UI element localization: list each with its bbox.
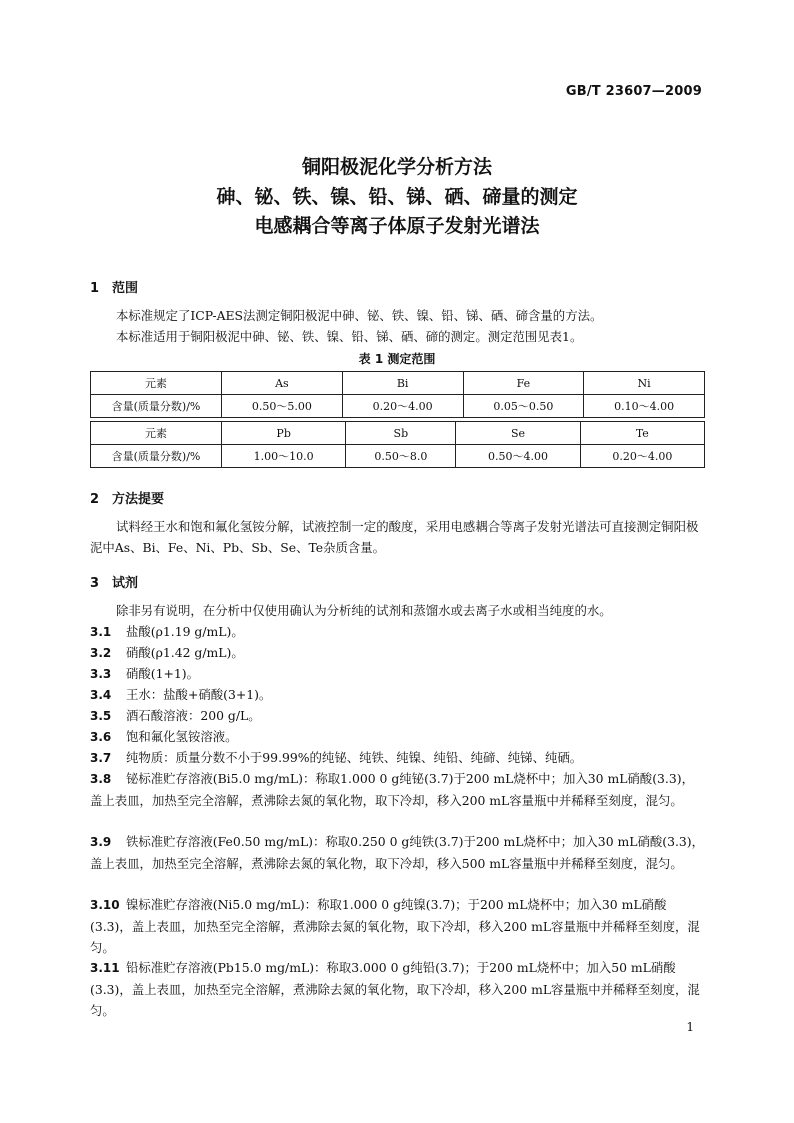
section-1-heading [90, 277, 138, 296]
document-title-line1: 铜阳极泥化学分析方法 [301, 156, 492, 178]
table-cell: Se [456, 422, 580, 445]
range-table-block-1 [90, 371, 705, 418]
table-row [91, 395, 705, 418]
table-cell: Fe [463, 372, 584, 395]
clause-text: 铅标准贮存溶液(Pb15.0 mg/mL)：称取3.000 0 g纯铅(3.7)；于200 mL烧杯中；加入50 mL硝酸(3.3)，盖上表皿，加热至完全溶解，煮沸除去氮的氧化物，取下冷却，移入200 mL容量瓶中并稀释至刻度，混匀。 [90, 960, 700, 1018]
table-row-label: 含量(质量分数)/% [91, 395, 222, 418]
table-row-label: 元素 [91, 422, 222, 445]
list-item [90, 894, 706, 958]
clause-number: 3.1 [90, 625, 112, 639]
clause-number: 3.6 [90, 730, 112, 744]
table-cell: 0.10～4.00 [584, 395, 705, 418]
section-3-heading [90, 572, 138, 591]
list-item [90, 684, 706, 706]
table-row [91, 372, 705, 395]
clause-text: 铁标准贮存溶液(Fe0.50 mg/mL)：称取0.250 0 g纯铁(3.7)于200 mL烧杯中；加入30 mL硝酸(3.3)，盖上表皿，加热至完全溶解，煮沸除去氮的氧化物，取下冷却，移入500 mL容量瓶中并稀释至刻度，混匀。 [90, 834, 705, 871]
table-cell: 0.50～4.00 [456, 445, 580, 468]
section-3-intro: 除非另有说明，在分析中仅使用确认为分析纯的试剂和蒸馏水或去离子水或相当纯度的水。 [116, 603, 612, 618]
clause-number: 3.5 [90, 709, 112, 723]
clause-number: 3.8 [90, 772, 112, 786]
section-title: 范围 [112, 281, 139, 296]
list-item [90, 957, 706, 1021]
table-cell: Sb [346, 422, 456, 445]
clause-number: 3.3 [90, 667, 112, 681]
section-1-paragraph-1: 本标准规定了ICP-AES法测定铜阳极泥中砷、铋、铁、镍、铅、锑、硒、碲含量的方法。 [116, 308, 603, 323]
clause-text: 饱和氟化氢铵溶液。 [126, 729, 238, 744]
list-item [90, 747, 706, 769]
clause-text: 硝酸(1+1)。 [126, 666, 199, 681]
list-item [90, 768, 706, 811]
table-cell: 0.20～4.00 [580, 445, 704, 468]
table-cell: 0.05～0.50 [463, 395, 584, 418]
table-cell: 0.50～5.00 [222, 395, 343, 418]
section-2-heading [90, 488, 164, 507]
table-cell: Ni [584, 372, 705, 395]
range-table-block-2 [90, 421, 705, 468]
clause-text: 镍标准贮存溶液(Ni5.0 mg/mL)：称取1.000 0 g纯镍(3.7)；于200 mL烧杯中；加入30 mL硝酸(3.3)，盖上表皿，加热至完全溶解，煮沸除去氮的氧化物，取下冷却，移入200 mL容量瓶中并稀释至刻度，混匀。 [90, 897, 700, 955]
clause-text: 酒石酸溶液：200 g/L。 [126, 708, 261, 723]
table-cell: 0.50～8.0 [346, 445, 456, 468]
table-row-label: 元素 [91, 372, 222, 395]
table-cell: As [222, 372, 343, 395]
clause-text: 盐酸(ρ1.19 g/mL)。 [126, 624, 244, 639]
clause-text: 王水：盐酸+硝酸(3+1)。 [126, 687, 272, 702]
list-item [90, 621, 706, 643]
clause-text: 铋标准贮存溶液(Bi5.0 mg/mL)：称取1.000 0 g纯铋(3.7)于200 mL烧杯中；加入30 mL硝酸(3.3)，盖上表皿，加热至完全溶解，煮沸除去氮的氧化物，取下冷却，移入200 mL容量瓶中并稀释至刻度，混匀。 [90, 771, 694, 808]
document-title-line2: 砷、铋、铁、镍、铅、锑、硒、碲量的测定 [216, 186, 578, 208]
section-title: 方法提要 [112, 492, 165, 507]
section-1-paragraph-2: 本标准适用于铜阳极泥中砷、铋、铁、镍、铅、锑、硒、碲的测定。测定范围见表1。 [116, 329, 583, 344]
clause-number: 3.7 [90, 751, 112, 765]
table-cell: 1.00～10.0 [222, 445, 346, 468]
document-title-line3: 电感耦合等离子体原子发射光谱法 [254, 215, 540, 237]
section-title: 试剂 [112, 576, 139, 591]
table-caption: 表 1 测定范围 [358, 352, 436, 366]
list-item [90, 705, 706, 727]
table-cell: Te [580, 422, 704, 445]
page-number: 1 [686, 1020, 694, 1034]
section-2-paragraph: 试料经王水和饱和氟化氢铵分解，试液控制一定的酸度，采用电感耦合等离子发射光谱法可直接测定铜阳极泥中As、Bi、Fe、Ni、Pb、Sb、Se、Te杂质含量。 [90, 519, 699, 555]
clause-number: 3.11 [90, 961, 120, 975]
clause-number: 3.2 [90, 646, 112, 660]
table-cell: 0.20～4.00 [342, 395, 463, 418]
clause-text: 硝酸(ρ1.42 g/mL)。 [126, 645, 244, 660]
clause-text: 纯物质：质量分数不小于99.99%的纯铋、纯铁、纯镍、纯铅、纯碲、纯锑、纯硒。 [126, 750, 583, 765]
clause-number: 3.10 [90, 898, 120, 912]
table-cell: Bi [342, 372, 463, 395]
list-item [90, 726, 706, 748]
section-number: 3 [90, 576, 100, 591]
list-item [90, 663, 706, 685]
list-item [90, 642, 706, 664]
section-number: 1 [90, 281, 100, 296]
list-item [90, 831, 706, 874]
standard-code: GB/T 23607—2009 [565, 84, 702, 99]
clause-number: 3.9 [90, 835, 112, 849]
section-number: 2 [90, 492, 100, 507]
clause-number: 3.4 [90, 688, 112, 702]
table-row [91, 445, 705, 468]
table-row [91, 422, 705, 445]
table-cell: Pb [222, 422, 346, 445]
table-row-label: 含量(质量分数)/% [91, 445, 222, 468]
